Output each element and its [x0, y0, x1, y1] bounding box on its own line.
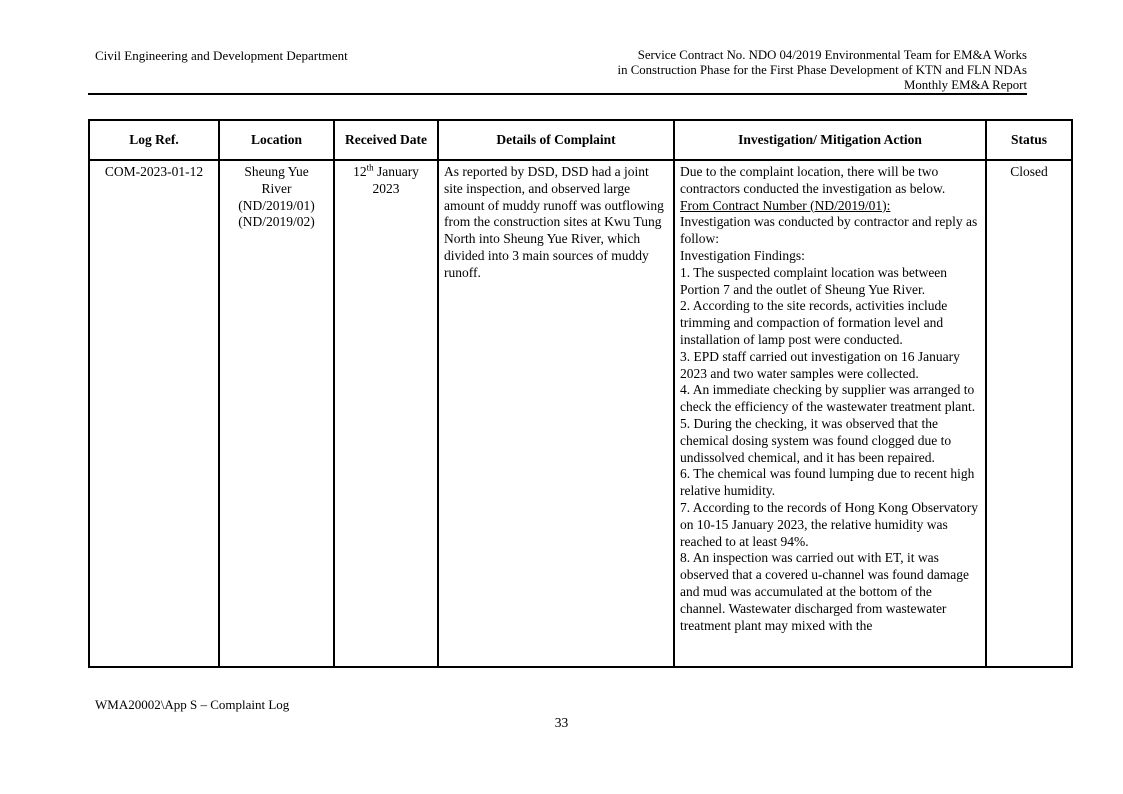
- column-header-investigation: Investigation/ Mitigation Action: [674, 120, 986, 160]
- investigation-reply-note: Investigation was conducted by contractor and reply as follow:: [680, 214, 978, 247]
- cell-received-date: [334, 160, 438, 667]
- investigation-contract-heading: From Contract Number (ND/2019/01):: [680, 197, 891, 213]
- cell-status: [986, 160, 1072, 667]
- finding-item: 5. During the checking, it was observed that the chemical dosing system was found clogged due to undissolved chemical, and it has been repaired.: [680, 415, 952, 465]
- header-department-title: Civil Engineering and Development Department: [95, 48, 348, 63]
- cell-investigation: [674, 160, 986, 667]
- location-value: [220, 161, 333, 231]
- column-header-received-date: Received Date: [334, 120, 438, 160]
- column-header-location: Location: [219, 120, 334, 160]
- location-line: Sheung Yue: [244, 164, 309, 179]
- column-header-log-ref: Log Ref.: [89, 120, 219, 160]
- footer-page-number: 33: [554, 715, 569, 730]
- location-line: (ND/2019/01): [238, 197, 315, 213]
- location-line: (ND/2019/02): [238, 214, 315, 230]
- header-report-title: Monthly EM&A Report: [904, 78, 1027, 93]
- investigation-findings-label: Investigation Findings:: [680, 247, 805, 263]
- received-date-day: 12: [353, 164, 367, 179]
- log-ref-value: COM-2023-01-12: [104, 164, 204, 179]
- cell-details: [438, 160, 674, 667]
- investigation-findings-list: [680, 265, 980, 635]
- finding-item: 6. The chemical was found lumping due to recent high relative humidity.: [680, 466, 975, 499]
- received-date-value: [335, 161, 437, 198]
- investigation-intro: Due to the complaint location, there will be two contractors conducted the investigation as below.: [680, 164, 946, 196]
- column-header-status: Status: [986, 120, 1072, 160]
- finding-item: 4. An immediate checking by supplier was arranged to check the efficiency of the wastewater treatment plant.: [680, 382, 976, 415]
- status-badge: Closed: [1010, 164, 1048, 179]
- received-date-month: January: [376, 164, 419, 179]
- received-date-ordinal: th: [366, 162, 374, 173]
- footer-document-reference: WMA20002\App S – Complaint Log: [95, 697, 290, 712]
- finding-item: 1. The suspected complaint location was between Portion 7 and the outlet of Sheung Yue River.: [680, 264, 948, 297]
- header-contract-block: [467, 48, 1027, 94]
- column-header-details: Details of Complaint: [438, 120, 674, 160]
- cell-log-ref: [89, 160, 219, 667]
- header-divider-rule: [88, 93, 1027, 95]
- table-row: [89, 160, 1072, 667]
- complaint-log-table: [88, 119, 1073, 668]
- cell-location: [219, 160, 334, 667]
- investigation-text: [675, 161, 985, 634]
- details-text: As reported by DSD, DSD had a joint site inspection, and observed large amount of muddy runoff was outflowing from the construction sites at Kwu Tung North into Sheung Yue River, which divided into 3 main sources of muddy runoff.: [444, 164, 664, 280]
- finding-item: 2. According to the site records, activities include trimming and compaction of formation level and installation of lamp post were conducted.: [680, 298, 948, 347]
- received-date-year: 2023: [372, 180, 400, 196]
- location-line: River: [261, 180, 292, 196]
- header-contract-line-2: in Construction Phase for the First Phase Development of KTN and FLN NDAs: [617, 63, 1027, 78]
- table-header-row: [89, 120, 1072, 160]
- finding-item: 3. EPD staff carried out investigation on 16 January 2023 and two water samples were collected.: [680, 348, 960, 381]
- finding-item: 8. An inspection was carried out with ET, it was observed that a covered u-channel was found damage and mud was accumulated at the bottom of the channel. Wastewater discharged from wastewater treatment plant may mixed with the: [680, 550, 970, 633]
- finding-item: 7. According to the records of Hong Kong Observatory on 10-15 January 2023, the relative humidity was reached to at least 94%.: [680, 499, 979, 549]
- header-contract-line-1: Service Contract No. NDO 04/2019 Environmental Team for EM&A Works: [637, 48, 1027, 62]
